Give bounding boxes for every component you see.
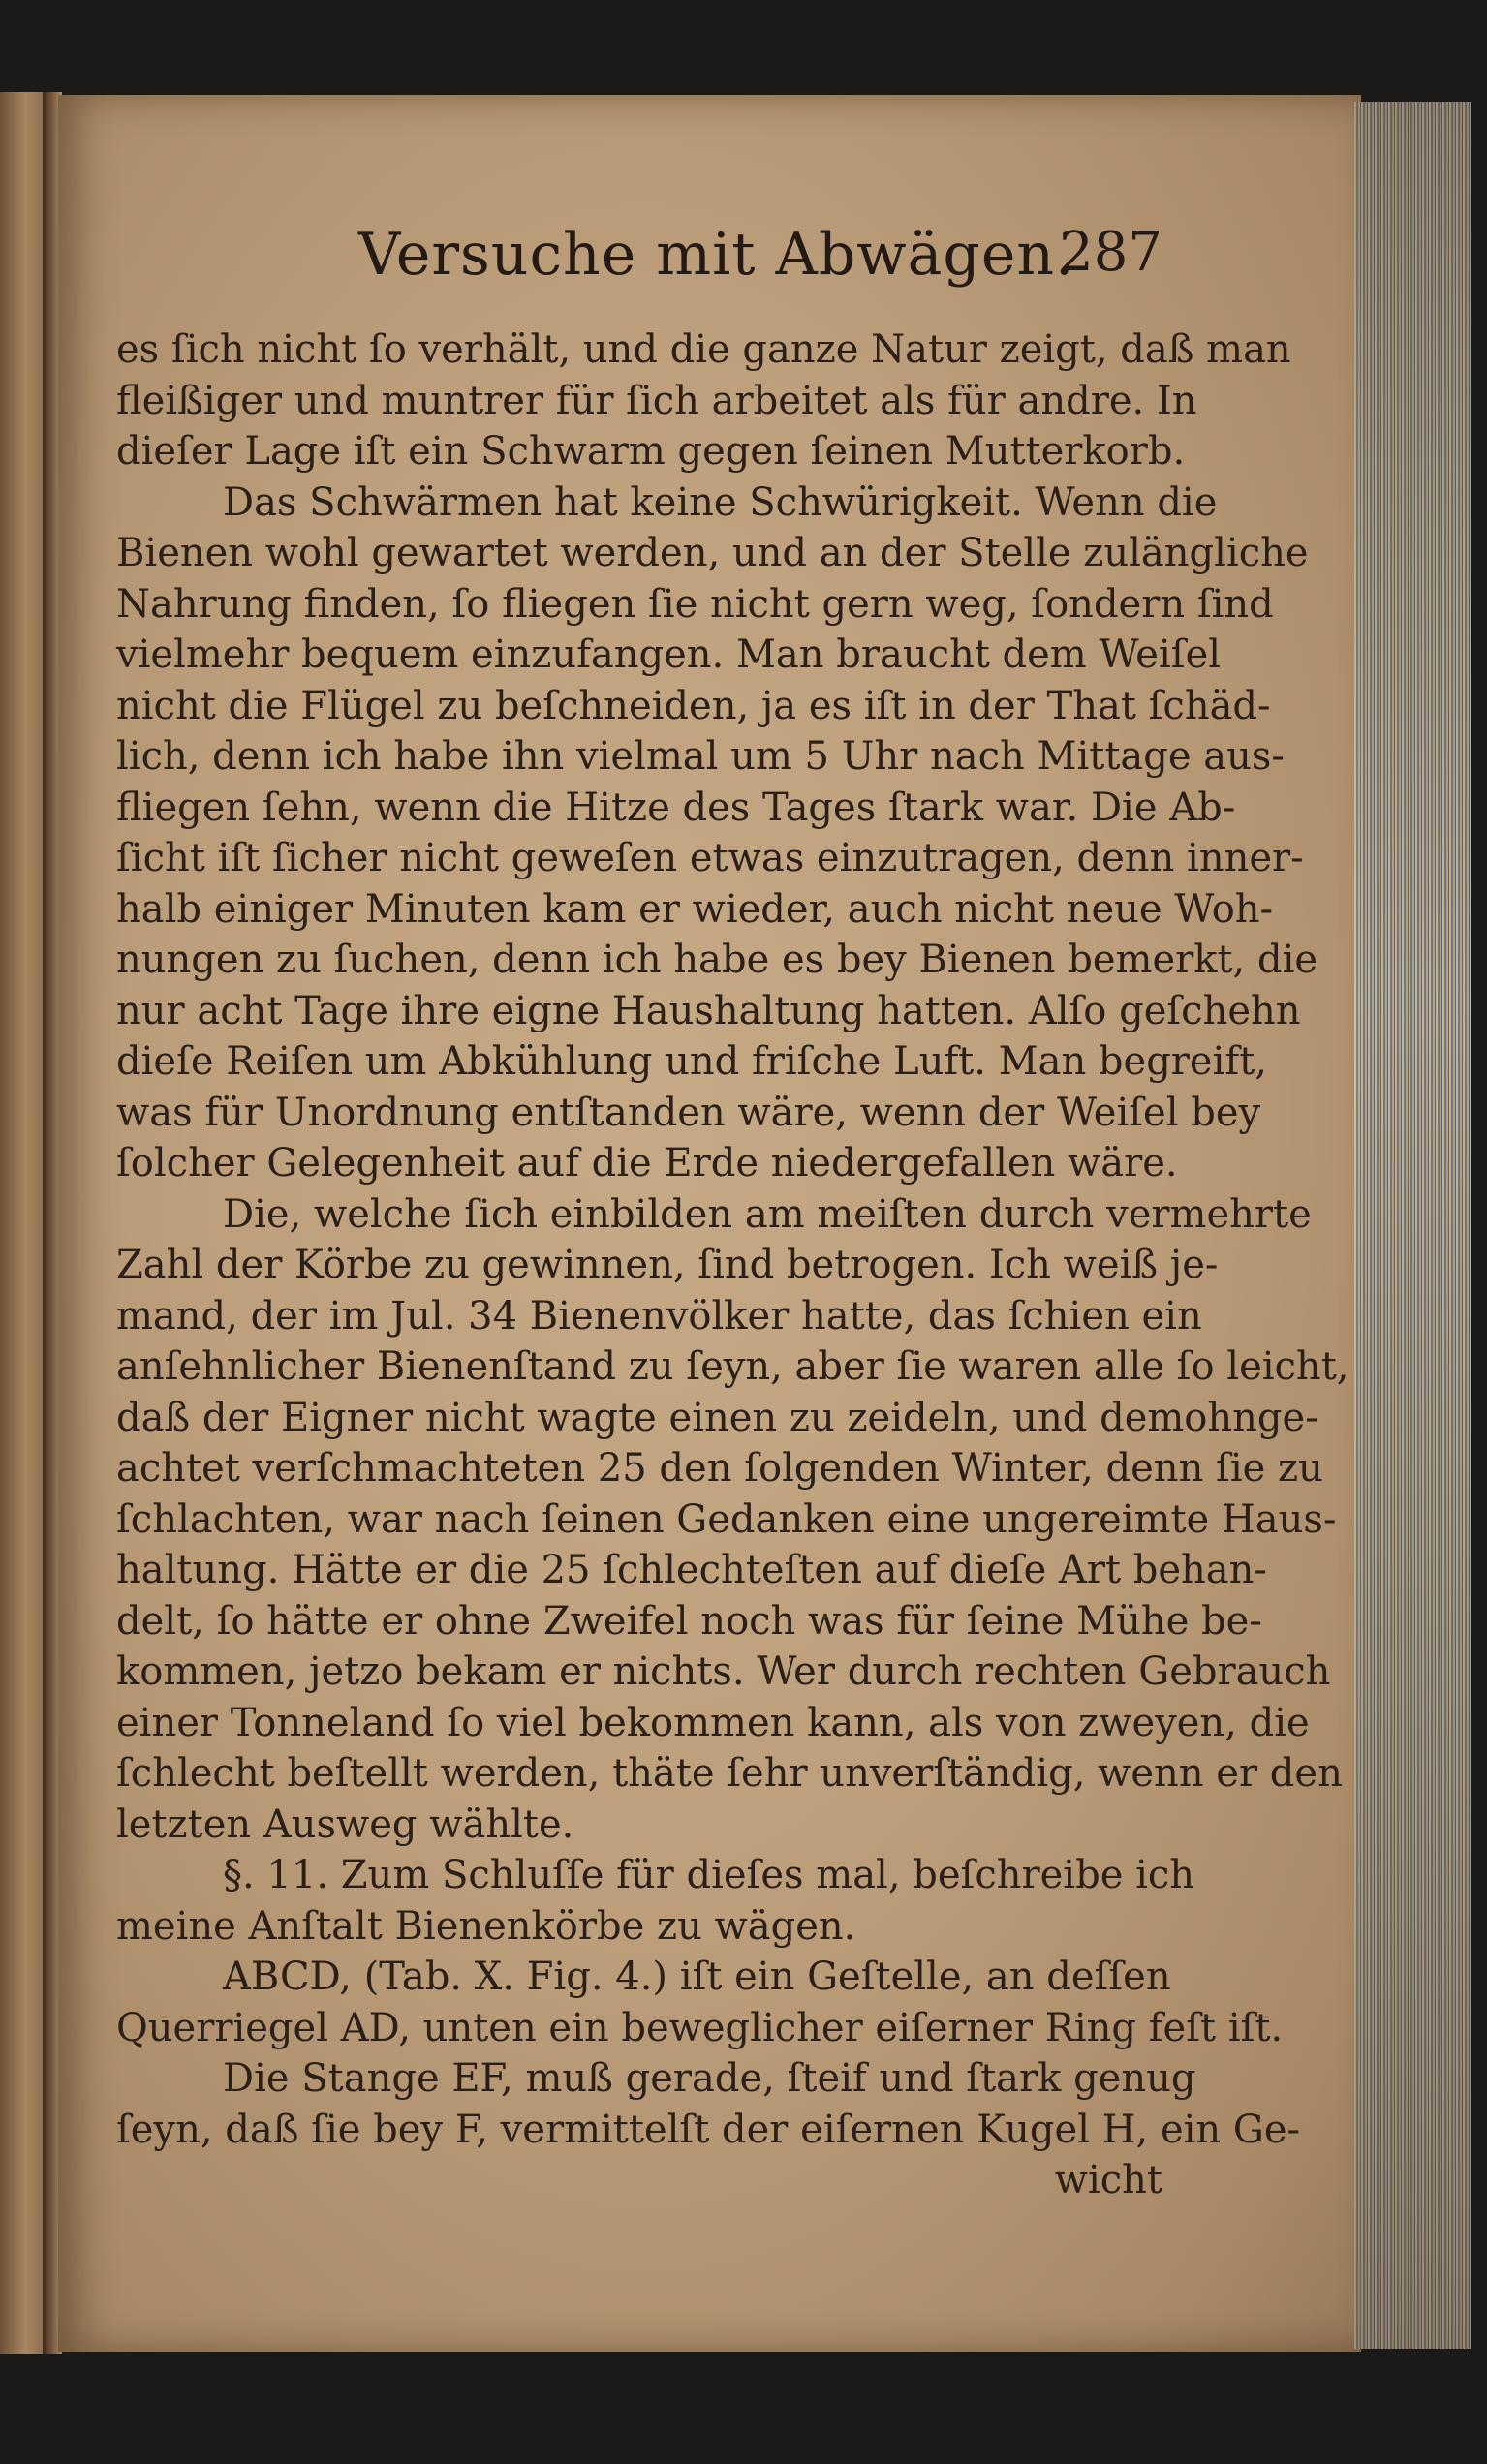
facing-page-edge [0, 92, 46, 2354]
text-line: ſolcher Gelegenheit auf die Erde niedergefallen wäre. [116, 1141, 1178, 1186]
page-edges-shading [1354, 102, 1471, 2349]
text-line: Die, welche ſich einbilden am meiſten durch vermehrte [223, 1191, 1312, 1237]
text-line: es ſich nicht ſo verhält, und die ganze Natur zeigt, daß man [116, 327, 1291, 372]
text-line: dieſe Reiſen um Abkühlung und friſche Luft. Man begreift, [116, 1039, 1267, 1084]
text-line: fleißiger und muntrer für ſich arbeitet als für andre. In [116, 378, 1197, 423]
text-line: Nahrung finden, ſo fliegen ſie nicht gern weg, ſondern ſind [116, 581, 1274, 627]
text-line: meine Anſtalt Bienenkörbe zu wägen. [116, 1903, 856, 1949]
text-line: ſicht iſt ſicher nicht geweſen etwas einzutragen, denn inner- [116, 836, 1304, 880]
text-line: nungen zu ſuchen, denn ich habe es bey Bienen bemerkt, die [116, 938, 1318, 982]
text-line: letzten Ausweg wählte. [116, 1802, 574, 1847]
text-line: nicht die Flügel zu beſchneiden, ja es iſt in der That ſchäd- [116, 683, 1271, 728]
text-line: mand, der im Jul. 34 Bienenvölker hatte, das ſchien ein [116, 1293, 1202, 1339]
text-line: daß der Eigner nicht wagte einen zu zeideln, und demohnge- [116, 1395, 1318, 1440]
text-line: ABCD, (Tab. X. Fig. 4.) iſt ein Geſtelle, an deſſen [223, 1955, 1171, 1999]
text-line: was für Unordnung entſtanden wäre, wenn der Weiſel bey [116, 1090, 1261, 1135]
text-line: einer Tonneland ſo viel bekommen kann, als von zweyen, die [116, 1700, 1310, 1745]
text-line: lich, denn ich habe ihn vielmal um 5 Uhr nach Mittage aus- [116, 734, 1285, 779]
text-line: achtet verſchmachteten 25 den ſolgenden Winter, denn ſie zu [116, 1446, 1323, 1491]
page-header [116, 221, 1162, 308]
text-line: ſeyn, daß ſie bey F, vermittelſt der eiſernen Kugel H, ein Ge- [116, 2107, 1301, 2152]
text-line: dieſer Lage iſt ein Schwarm gegen ſeinen Mutterkorb. [116, 429, 1186, 474]
catchword: wicht [1054, 2158, 1162, 2202]
body-text [116, 324, 1349, 2206]
page-number: 287 [1059, 221, 1162, 284]
text-line: Die Stange EF, muß gerade, ſteif und ſtark genug [223, 2056, 1196, 2101]
text-line: halb einiger Minuten kam er wieder, auch nicht neue Woh- [116, 886, 1274, 932]
text-line: nur acht Tage ihre eigne Haushaltung hatten. Alſo geſchehn [116, 988, 1301, 1033]
text-line: ſchlachten, war nach ſeinen Gedanken eine ungereimte Haus- [116, 1496, 1337, 1542]
running-title: Versuche mit Abwägen. [358, 221, 1075, 289]
section-heading-line: §. 11. Zum Schluſſe für dieſes mal, beſchreibe ich [223, 1853, 1195, 1897]
text-line: Bienen wohl gewartet werden, und an der Stelle zulängliche [116, 531, 1309, 575]
text-line: Das Schwärmen hat keine Schwürigkeit. Wenn die [223, 479, 1218, 525]
text-line: fliegen ſehn, wenn die Hitze des Tages ſtark war. Die Ab- [116, 785, 1236, 830]
text-line: kommen, jetzo bekam er nichts. Wer durch rechten Gebrauch [116, 1649, 1331, 1694]
text-line: anſehnlicher Bienenſtand zu ſeyn, aber ſie waren alle ſo leicht, [116, 1344, 1349, 1389]
text-line: Zahl der Körbe zu gewinnen, ſind betrogen. Ich weiß je- [116, 1243, 1219, 1287]
text-line: vielmehr bequem einzufangen. Man braucht dem Weiſel [116, 632, 1222, 677]
text-line: delt, ſo hätte er ohne Zweifel noch was für ſeine Mühe be- [116, 1598, 1262, 1644]
text-line: ſchlecht beſtellt werden, thäte ſehr unverſtändig, wenn er den [116, 1751, 1343, 1796]
text-line: haltung. Hätte er die 25 ſchlechteſten auf dieſe Art behan- [116, 1548, 1267, 1592]
text-line: Querriegel AD, unten ein beweglicher eiſerner Ring feſt iſt. [116, 2005, 1284, 2050]
